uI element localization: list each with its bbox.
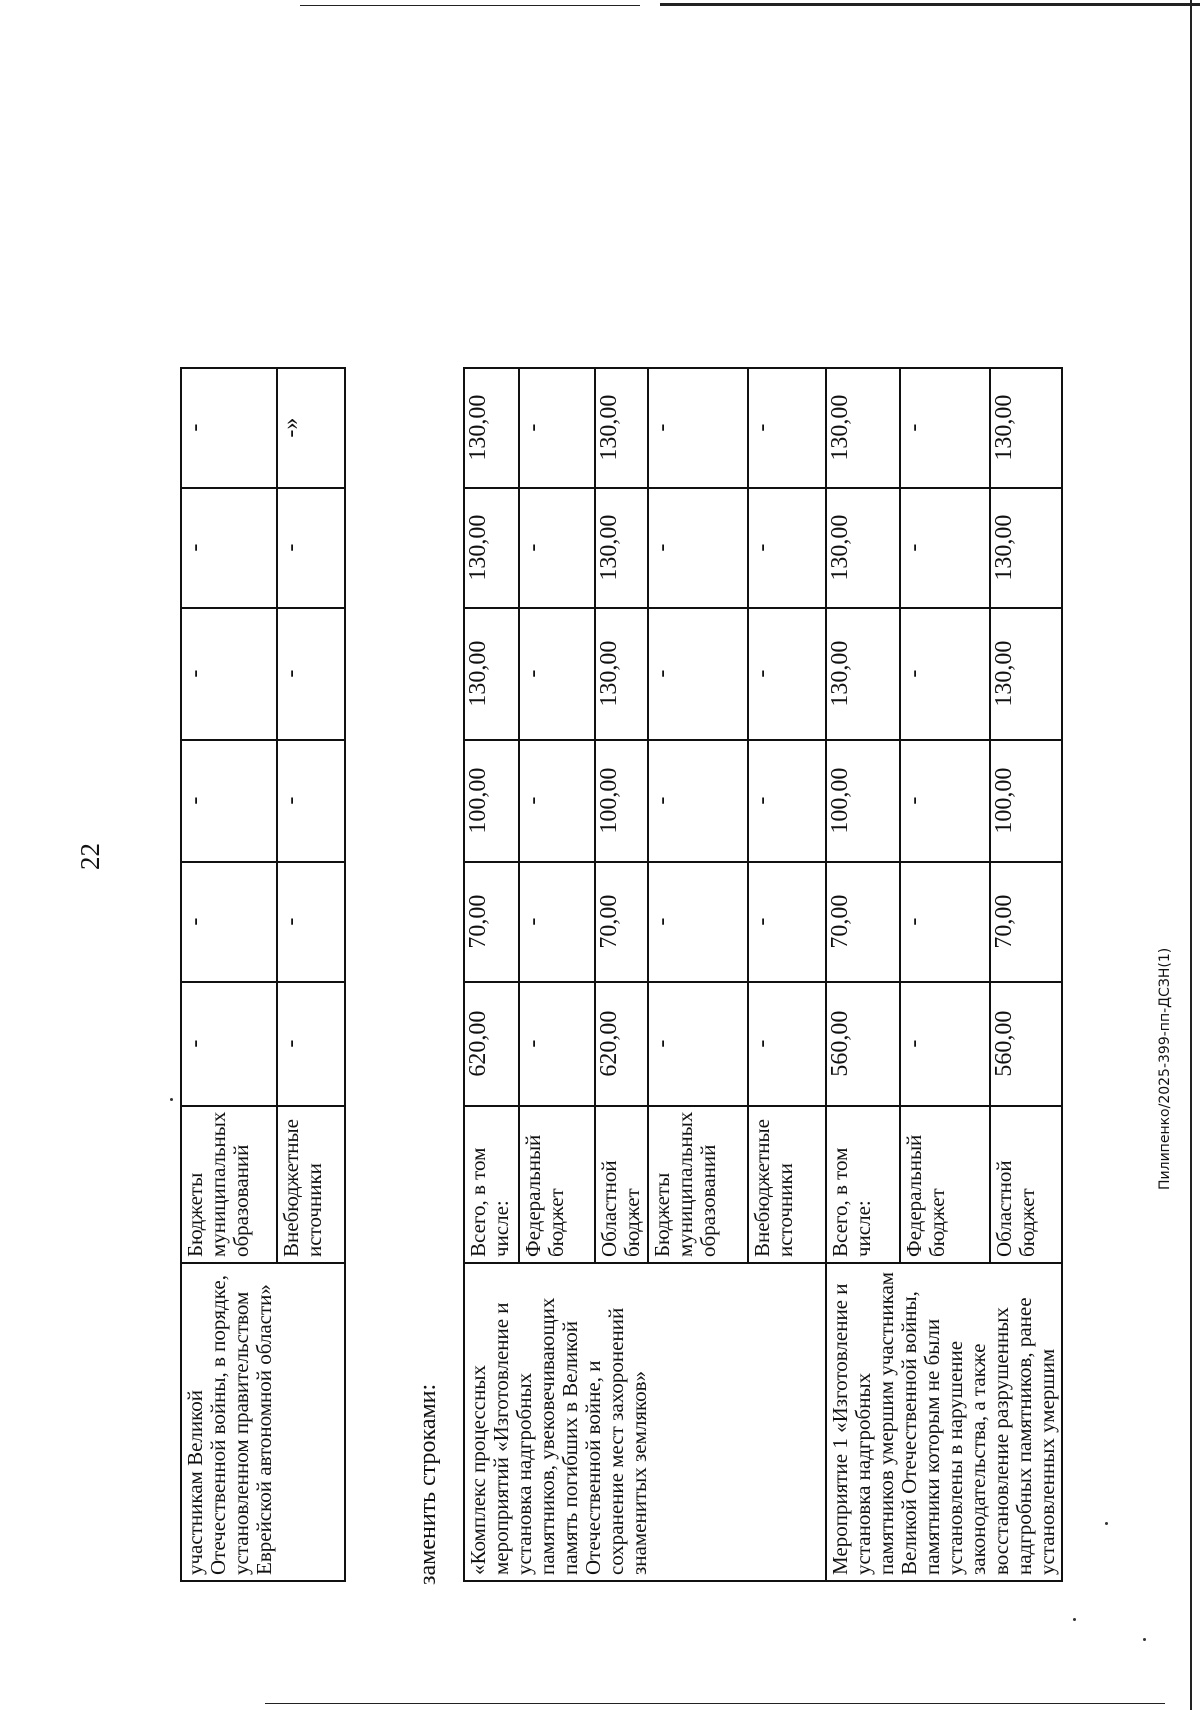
value-cell: - <box>648 488 748 608</box>
value-cell: 130,00 <box>826 608 900 740</box>
value-cell: - <box>900 608 991 740</box>
value-cell: - <box>648 608 748 740</box>
funding-source-cell: Всего, в том числе: <box>826 1106 900 1263</box>
value-cell: - <box>181 608 277 740</box>
value-cell: 130,00 <box>990 488 1062 608</box>
value-cell: 130,00 <box>464 368 519 488</box>
value-cell: 560,00 <box>990 982 1062 1106</box>
value-cell: 70,00 <box>990 862 1062 982</box>
value-cell: - <box>900 368 991 488</box>
value-cell: 70,00 <box>826 862 900 982</box>
value-cell: 620,00 <box>595 982 648 1106</box>
funding-source-cell: Федеральный бюджет <box>900 1106 991 1263</box>
value-cell: - <box>900 862 991 982</box>
funding-source-cell: Всего, в том числе: <box>464 1106 519 1263</box>
value-cell: 560,00 <box>826 982 900 1106</box>
value-cell: - <box>277 862 345 982</box>
value-cell: 70,00 <box>595 862 648 982</box>
value-cell: - <box>519 982 595 1106</box>
page-number: 22 <box>75 843 105 870</box>
value-cell: - <box>181 368 277 488</box>
value-cell: - <box>181 982 277 1106</box>
value-cell: 130,00 <box>595 608 648 740</box>
value-cell: - <box>748 740 826 862</box>
main-table <box>463 367 1063 1582</box>
value-cell: - <box>748 862 826 982</box>
description-cell: участникам Великой Отечественной войны, в порядке, установленном правительством Еврейской автономной области» <box>181 1263 345 1581</box>
table-row <box>464 368 519 1581</box>
table-row <box>181 368 277 1581</box>
value-cell: 130,00 <box>464 488 519 608</box>
value-cell: - <box>181 488 277 608</box>
funding-source-cell: Бюджеты муниципальных образований <box>181 1106 277 1263</box>
value-cell: 70,00 <box>464 862 519 982</box>
value-cell: - <box>648 740 748 862</box>
value-cell: - <box>900 982 991 1106</box>
value-cell: 100,00 <box>826 740 900 862</box>
value-cell: - <box>519 488 595 608</box>
funding-source-cell: Федеральный бюджет <box>519 1106 595 1263</box>
value-cell: -» <box>277 368 345 488</box>
value-cell: - <box>277 740 345 862</box>
table-row <box>826 368 900 1581</box>
funding-source-cell: Областной бюджет <box>595 1106 648 1263</box>
value-cell: - <box>519 740 595 862</box>
footer-document-code: Пилипенко/2025-399-пп-ДСЗН(1) <box>1157 947 1173 1190</box>
value-cell: 130,00 <box>990 608 1062 740</box>
value-cell: - <box>519 862 595 982</box>
value-cell: - <box>277 608 345 740</box>
value-cell: 130,00 <box>595 368 648 488</box>
description-cell: Мероприятие 1 «Изготовление и установка надгробных памятников умершим участникам Великой Отечественной войны, памятники которым не были установлены в нарушение законодательства, а также восстановление разрушенных надгробных памятников, ранее установленных умершим <box>826 1263 1062 1581</box>
value-cell: 100,00 <box>595 740 648 862</box>
value-cell: - <box>519 608 595 740</box>
value-cell: - <box>900 740 991 862</box>
value-cell: - <box>277 488 345 608</box>
funding-source-cell: Внебюджетные источники <box>277 1106 345 1263</box>
value-cell: - <box>748 982 826 1106</box>
value-cell: - <box>181 740 277 862</box>
value-cell: 130,00 <box>464 608 519 740</box>
value-cell: - <box>648 982 748 1106</box>
value-cell: 130,00 <box>990 368 1062 488</box>
top-table <box>180 367 346 1582</box>
funding-source-cell: Внебюджетные источники <box>748 1106 826 1263</box>
value-cell: - <box>748 608 826 740</box>
funding-source-cell: Областной бюджет <box>990 1106 1062 1263</box>
value-cell: - <box>648 368 748 488</box>
value-cell: - <box>277 982 345 1106</box>
value-cell: 130,00 <box>595 488 648 608</box>
replace-label: заменить строками: <box>415 1383 441 1585</box>
value-cell: 130,00 <box>826 488 900 608</box>
value-cell: - <box>748 488 826 608</box>
value-cell: 620,00 <box>464 982 519 1106</box>
funding-source-cell: Бюджеты муниципальных образований <box>648 1106 748 1263</box>
description-cell: «Комплекс процессных мероприятий «Изготовление и установка надгробных памятников, увековечивающих память погибших в Великой Отечественной войне, и сохранение мест захоронений знаменитых земляков» <box>464 1263 826 1581</box>
value-cell: - <box>181 862 277 982</box>
value-cell: - <box>519 368 595 488</box>
value-cell: - <box>900 488 991 608</box>
value-cell: - <box>748 368 826 488</box>
value-cell: 100,00 <box>990 740 1062 862</box>
value-cell: - <box>648 862 748 982</box>
value-cell: 100,00 <box>464 740 519 862</box>
value-cell: 130,00 <box>826 368 900 488</box>
